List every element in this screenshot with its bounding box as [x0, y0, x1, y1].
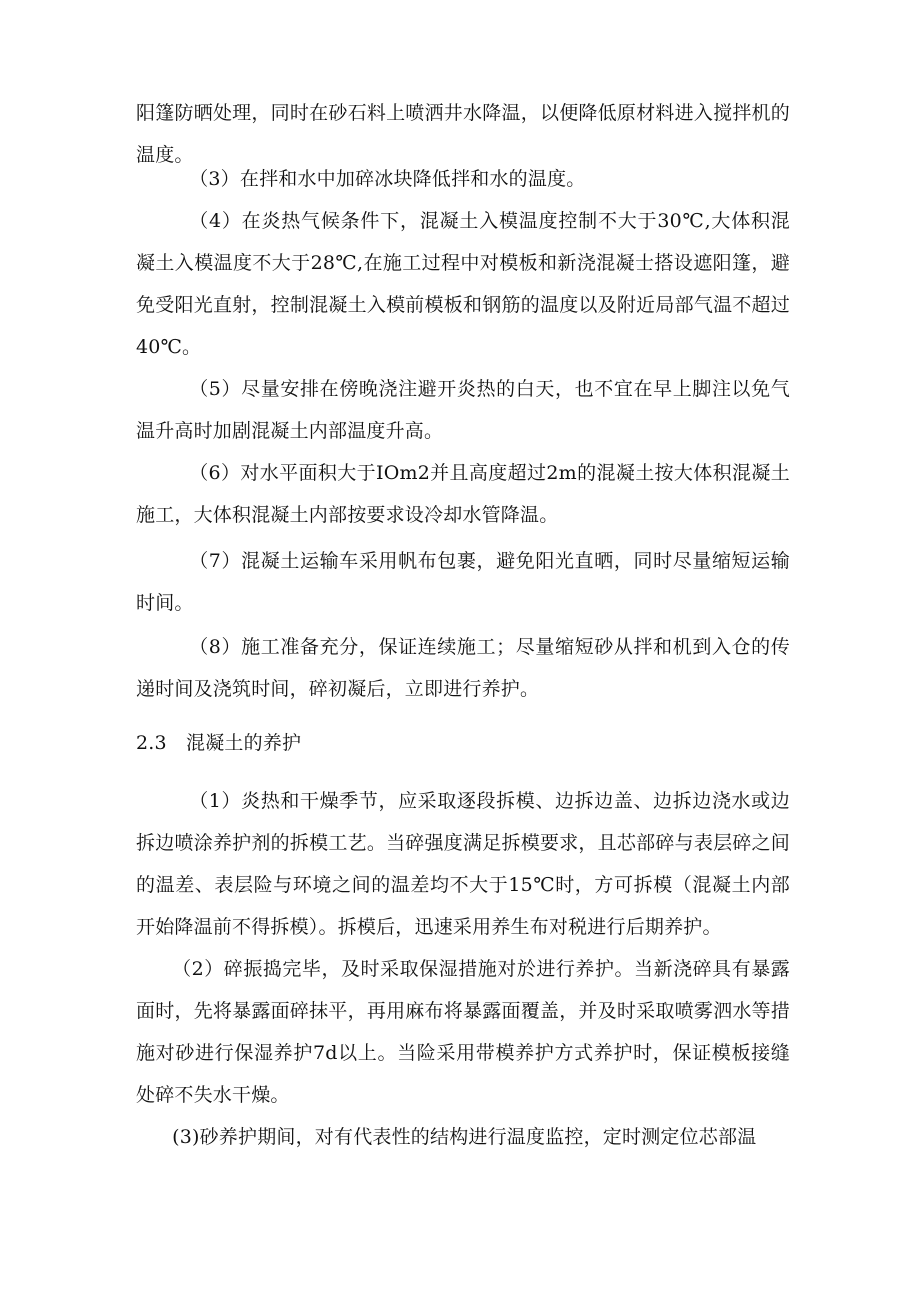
paragraph-item-3: （3）在拌和水中加碎冰块降低拌和水的温度。	[189, 168, 586, 190]
section-paragraph-1: （1）炎热和干燥季节，应采取逐段拆模、边拆边盖、边拆边浇水或边拆边喷涂养护剂的拆模工艺。当碎强度满足拆模要求，且芯部碎与表层碎之间的温差、表层险与环境之间的温差均不大于15℃时，方可拆模（混凝土内部开始降温前不得拆模）。拆模后，迅速采用养生布对税进行后期养护。	[136, 790, 790, 938]
section-heading: 2.3 混凝土的养护	[136, 732, 302, 754]
paragraph-item-5: （5）尽量安排在傍晚浇注避开炎热的白天，也不宜在早上脚注以免气温升高时加剧混凝土内部温度升高。	[136, 378, 790, 442]
paragraph-item-8: （8）施工准备充分，保证连续施工；尽量缩短砂从拌和机到入仓的传递时间及浇筑时间，碎初凝后，立即进行养护。	[136, 636, 790, 700]
paragraph-item-6: （6）对水平面积大于IOm2并且高度超过2m的混凝土按大体积混凝土施工，大体积混凝土内部按要求设冷却水管降温。	[136, 462, 790, 526]
paragraph-continued: 阳篷防晒处理，同时在砂石料上喷洒井水降温，以便降低原材料进入搅拌机的温度。	[136, 102, 790, 166]
paragraph-item-4: （4）在炎热气候条件下，混凝土入模温度控制不大于30℃,大体积混凝土入模温度不大于28℃,在施工过程中对模板和新浇混凝士搭设遮阳篷，避免受阳光直射，控制混凝土入模前模板和钢筋的温度以及附近局部气温不超过40℃。	[136, 210, 790, 358]
paragraph-item-7: （7）混凝土运输车采用帆布包裹，避免阳光直晒，同时尽量缩短运输时间。	[136, 550, 790, 614]
section-paragraph-3: (3)砂养护期间，对有代表性的结构进行温度监控，定时测定位芯部温	[172, 1126, 757, 1148]
section-paragraph-2: （2）碎振捣完毕，及时采取保湿措施对於进行养护。当新浇碎具有暴露面时，先将暴露面碎抹平，再用麻布将暴露面覆盖，并及时采取喷雾泗水等措施对砂进行保湿养护7d以上。当险采用带模养护方式养护时，保证模板接缝处碎不失水干燥。	[136, 958, 790, 1106]
